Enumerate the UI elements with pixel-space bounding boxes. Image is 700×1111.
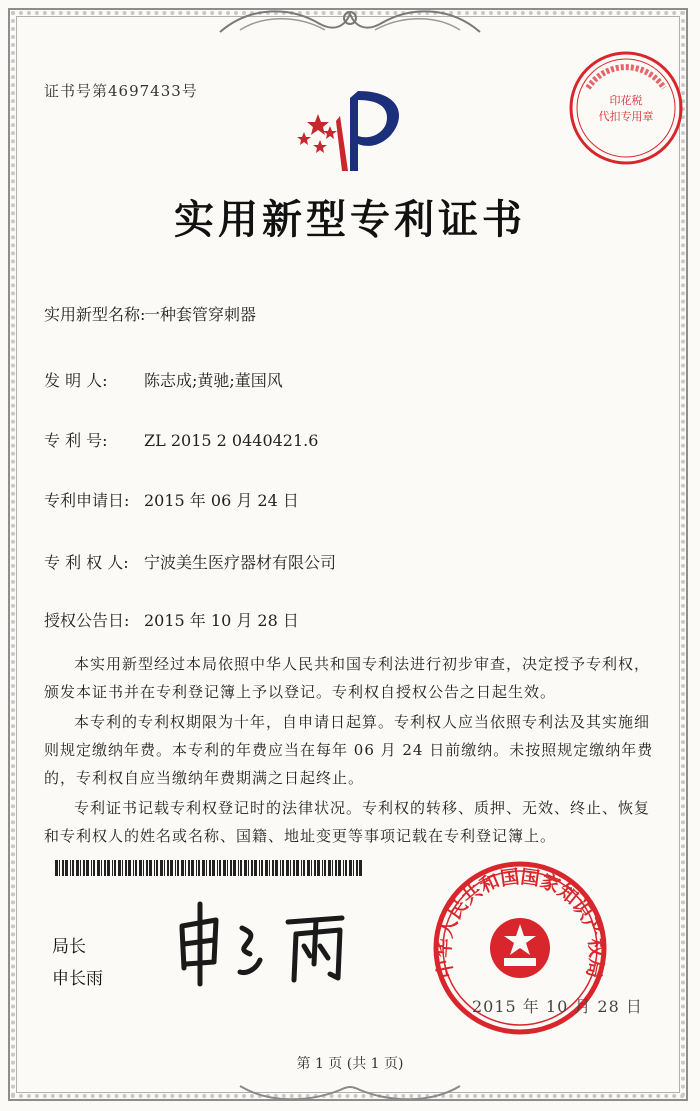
certificate-body [44,650,664,850]
field-grant-date [44,608,299,631]
seal-text: 中华人民共和国国家知识产权局 [432,865,608,981]
patent-office-logo [290,86,410,176]
field-value: 2015 年 10 月 28 日 [144,611,299,630]
body-paragraph: 本实用新型经过本局依照中华人民共和国专利法进行初步审查，决定授予专利权，颁发本证书并在专利登记簿上予以登记。专利权自授权公告之日起生效。 [44,655,651,701]
handwritten-signature [170,898,360,988]
field-label: 发 明 人: [44,371,108,390]
page-number: 第 1 页 (共 1 页) [296,1056,404,1072]
field-value: ZL 2015 2 0440421.6 [144,431,319,450]
field-value: 2015 年 06 月 24 日 [144,491,299,510]
field-label: 实用新型名称: [44,305,146,324]
field-label: 专利申请日: [44,491,130,510]
svg-text:代扣专用章: 代扣专用章 [598,110,654,123]
top-ornament [210,4,490,40]
body-paragraph: 本专利的专利权期限为十年，自申请日起算。专利权人应当依照专利法及其实施细则规定缴纳年费。本专利的年费应当在每年 06 月 24 日前缴纳。未按照规定缴纳年费的，专利权自应当缴纳年费期满之日起终止。 [44,713,654,787]
page-title: 实用新型专利证书 [174,196,526,243]
barcode [55,860,365,876]
field-label: 专 利 权 人: [44,553,129,572]
svg-text:印花税: 印花税 [609,94,643,107]
issue-date: 2015 年 10 月 28 日 [472,997,643,1016]
body-paragraph: 专利证书记载专利权登记时的法律状况。专利权的转移、质押、无效、终止、恢复和专利权人的姓名或名称、国籍、地址变更等事项记载在专利登记簿上。 [44,799,651,845]
tax-stamp-seal [566,48,686,168]
field-value: 陈志成;黄驰;董国风 [144,371,283,390]
field-patentee [44,550,336,573]
field-application-date [44,488,299,511]
field-value: 一种套管穿刺器 [144,305,257,324]
bottom-ornament [230,1080,470,1106]
certificate-number: 证书号第4697433号 [44,82,198,100]
signatory-name: 申长雨 [52,969,103,989]
field-label: 授权公告日: [44,611,130,630]
field-value: 宁波美生医疗器材有限公司 [144,553,337,572]
field-inventors [44,368,283,391]
field-patent-number [44,428,318,451]
signatory-role: 局长 [52,937,86,957]
field-utility-model-name [44,302,256,325]
field-label: 专 利 号: [44,431,108,450]
